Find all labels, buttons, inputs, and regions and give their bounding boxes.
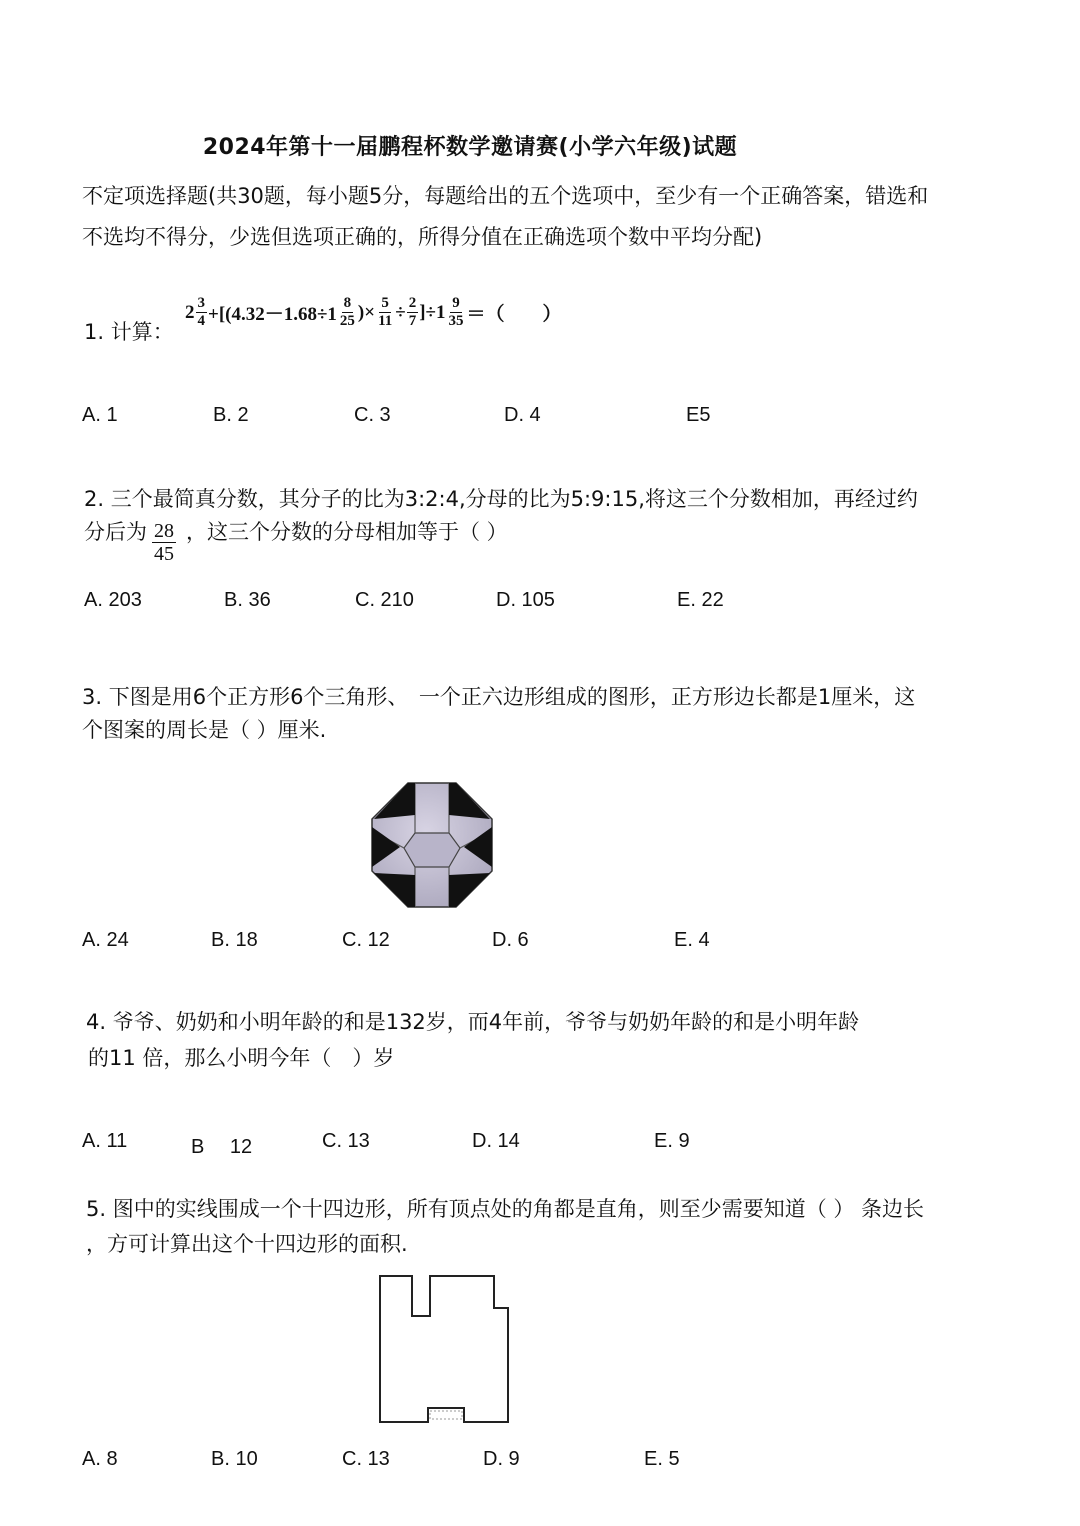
q1-term-2: +[(4.32－1.68÷1 bbox=[208, 304, 337, 325]
q5-line-2: ，方可计算出这个十四边形的面积. bbox=[86, 1232, 408, 1256]
q2-option-b[interactable]: B. 36 bbox=[224, 589, 271, 611]
q1-option-d[interactable]: D. 4 bbox=[504, 404, 541, 426]
q5-option-d[interactable]: D. 9 bbox=[483, 1448, 520, 1470]
triangle-top-left bbox=[374, 783, 415, 819]
q3-line-2: 个图案的周长是（ ）厘米. bbox=[82, 718, 327, 742]
q2-fraction bbox=[152, 521, 176, 564]
q1-term-3: )× bbox=[357, 301, 376, 323]
fourteen-gon-outline bbox=[380, 1276, 508, 1422]
q2-option-c[interactable]: C. 210 bbox=[355, 589, 414, 611]
q1-option-b[interactable]: B. 2 bbox=[213, 404, 249, 426]
q3-option-c[interactable]: C. 12 bbox=[342, 929, 390, 951]
q3-option-e[interactable]: E. 4 bbox=[674, 929, 710, 951]
q4-line-2: 的11 倍，那么小明今年（ ）岁 bbox=[88, 1046, 395, 1070]
q3-line-1: 3. 下图是用6个正方形6个三角形、 一个正六边形组成的图形，正方形边长都是1厘米，这 bbox=[82, 685, 916, 709]
q4-option-d[interactable]: D. 14 bbox=[472, 1130, 520, 1152]
q4-option-b[interactable]: B 12 bbox=[191, 1136, 253, 1158]
q1-label: 1. 计算： bbox=[84, 320, 174, 344]
q3-octagon-figure bbox=[360, 775, 505, 915]
q1-option-c[interactable]: C. 3 bbox=[354, 404, 391, 426]
q1-term-6: ＝（ ） bbox=[466, 304, 562, 325]
q1-fraction-3: $\frac{5}{11}$ bbox=[378, 295, 393, 329]
q2-fraction-numerator: 28 bbox=[154, 520, 174, 542]
triangle-bottom-left bbox=[374, 873, 415, 907]
q1-fraction-2: $\frac{8}{25}$ bbox=[339, 295, 355, 329]
q2-line-2-start: 分后为 bbox=[84, 520, 147, 544]
q1-fraction-4: $\frac{2}{7}$ bbox=[408, 295, 417, 329]
instructions-line-1: 不定项选择题(共30题，每小题5分，每题给出的五个选项中，至少有一个正确答案，错选和 bbox=[82, 184, 929, 208]
q1-fraction-1: $\frac{3}{4}$ bbox=[197, 295, 205, 329]
q4-option-c[interactable]: C. 13 bbox=[322, 1130, 370, 1152]
q2-option-d[interactable]: D. 105 bbox=[496, 589, 555, 611]
q5-fourteen-gon-figure bbox=[372, 1268, 517, 1430]
q1-option-e[interactable]: E5 bbox=[686, 404, 711, 426]
q1-fraction-5: $\frac{9}{35}$ bbox=[448, 295, 464, 329]
q2-option-a[interactable]: A. 203 bbox=[84, 589, 142, 611]
q3-option-b[interactable]: B. 18 bbox=[211, 929, 258, 951]
q5-option-a[interactable]: A. 8 bbox=[82, 1448, 118, 1470]
instructions-line-2: 不选均不得分，少选但选项正确的，所得分值在正确选项个数中平均分配) bbox=[82, 225, 763, 249]
q1-term-5: ]÷1 bbox=[419, 301, 446, 323]
q3-option-a[interactable]: A. 24 bbox=[82, 929, 129, 951]
q3-option-d[interactable]: D. 6 bbox=[492, 929, 529, 951]
q1-term-1-whole: 2 bbox=[185, 301, 195, 323]
page-title: 2024年第十一届鹏程杯数学邀请赛(小学六年级)试题 bbox=[202, 135, 738, 160]
q5-option-e[interactable]: E. 5 bbox=[644, 1448, 680, 1470]
q1-expression bbox=[185, 296, 561, 329]
q5-line-1: 5. 图中的实线围成一个十四边形，所有顶点处的角都是直角，则至少需要知道（ ） 条边长 bbox=[86, 1197, 925, 1221]
triangle-top-right bbox=[449, 783, 490, 819]
q1-term-4: ÷ bbox=[395, 301, 406, 323]
q2-line-1: 2. 三个最简真分数，其分子的比为3:2:4,分母的比为5:9:15,将这三个分数相加，再经过约 bbox=[84, 487, 918, 511]
triangle-bottom-right bbox=[449, 873, 490, 907]
hexagon-center bbox=[404, 833, 460, 867]
q4-option-a[interactable]: A. 11 bbox=[82, 1130, 128, 1152]
q5-option-c[interactable]: C. 13 bbox=[342, 1448, 390, 1470]
q2-option-e[interactable]: E. 22 bbox=[677, 589, 724, 611]
q2-fraction-denominator: 45 bbox=[154, 543, 174, 565]
q5-option-b[interactable]: B. 10 bbox=[211, 1448, 258, 1470]
q4-option-e[interactable]: E. 9 bbox=[654, 1130, 690, 1152]
q4-line-1: 4. 爷爷、奶奶和小明年龄的和是132岁，而4年前，爷爷与奶奶年龄的和是小明年龄 bbox=[86, 1010, 860, 1034]
q1-option-a[interactable]: A. 1 bbox=[82, 404, 118, 426]
q2-line-2-end: ，这三个分数的分母相加等于（ ） bbox=[186, 520, 508, 544]
